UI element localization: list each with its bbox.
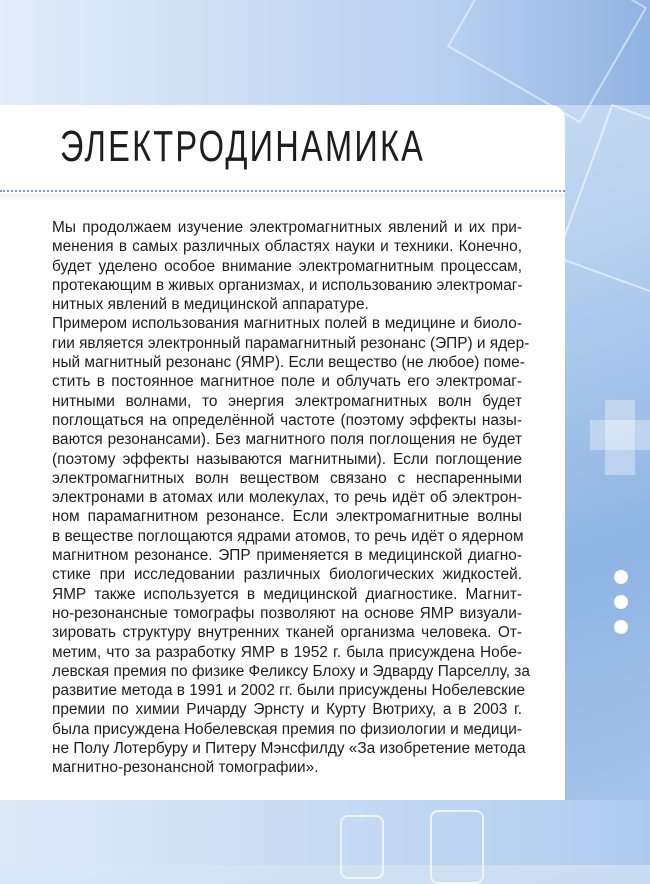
dot-decoration (614, 620, 628, 634)
body-text (52, 218, 530, 778)
text-line: но-резонансные томографы позволяют на основе ЯМР визуали- (52, 604, 522, 622)
dotted-divider (0, 190, 565, 192)
text-line: развитие метода в 1991 и 2002 гг. были присуждены Нобелевские (52, 682, 526, 700)
dot-decoration (614, 595, 628, 609)
text-line: Мы продолжаем изучение электромагнитных явлений и их при- (52, 219, 522, 236)
text-line: магнитном резонансе. ЭПР применяется в медицинской диагно- (52, 547, 522, 565)
text-line: не Полу Лотербуру и Питеру Мэнсфилду «За изобретение метода (52, 740, 526, 758)
text-line: электромагнитных волн веществом связано с неспаренными (52, 469, 522, 487)
text-line: ваются резонансами). Без магнитного поля поглощения не будет (52, 431, 522, 449)
text-line: электронами в атомах или молекулах, то речь идёт об электрон- (52, 489, 522, 507)
text-line: магнитно-резонансной томографии». (52, 759, 319, 777)
background-bottom-band (0, 800, 650, 865)
text-line: протекающим в живых организмах, и использованию электромаг- (52, 276, 523, 294)
page-title: ЭЛЕКТРОДИНАМИКА (60, 122, 426, 171)
text-line: (поэтому эффекты называются магнитными). Если поглощение (52, 450, 522, 468)
text-line: стить в постоянное магнитное поле и облучать его электромаг- (52, 373, 522, 391)
text-line: метим, что за разработку ЯМР в 1952 г. была присуждена Нобе- (52, 643, 522, 661)
text-line: нитными волнами, то энергия электромагнитных волн будет (52, 392, 522, 410)
text-line: гии является электронный парамагнитный резонанс (ЭПР) и ядер- (52, 334, 530, 352)
text-line: была присуждена Нобелевская премия по физиологии и медици- (52, 720, 522, 738)
text-line: ный магнитный резонанс (ЯМР). Если вещество (не любое) поме- (52, 354, 525, 372)
text-line: в веществе поглощаются ядрами атомов, то речь идёт о ядерном (52, 527, 524, 545)
text-line: ном парамагнитном резонансе. Если электромагнитные волны (52, 508, 522, 526)
hexagon-decoration (556, 104, 650, 301)
text-line: будет уделено особое внимание электромагнитным процессам, (52, 257, 522, 275)
text-line: менения в самых различных областях науки и техники. Конечно, (52, 238, 522, 256)
circuit-decoration (340, 815, 384, 879)
divider-shadow (0, 194, 565, 202)
circuit-decoration (430, 810, 484, 884)
text-line: Примером использования магнитных полей в медицине и биоло- (52, 315, 522, 333)
text-line: поглощаться на определённой частоте (поэтому эффекты назы- (52, 411, 522, 429)
text-line: левская премия по физике Феликсу Блоху и Эдварду Парселлу, за (52, 662, 530, 680)
text-line: ЯМР также используется в медицинской диагностике. Магнит- (52, 585, 522, 603)
dot-decoration (614, 570, 628, 584)
text-line: зировать структуру внутренних тканей организма человека. От- (52, 624, 522, 642)
text-line: стике при исследовании различных биологических жидкостей. (52, 566, 522, 584)
text-line: нитных явлений в медицинской аппаратуре. (52, 296, 369, 314)
text-line: премии по химии Ричарду Эрнсту и Курту Вютриху, а в 2003 г. (52, 701, 522, 719)
plus-decoration (605, 400, 635, 475)
